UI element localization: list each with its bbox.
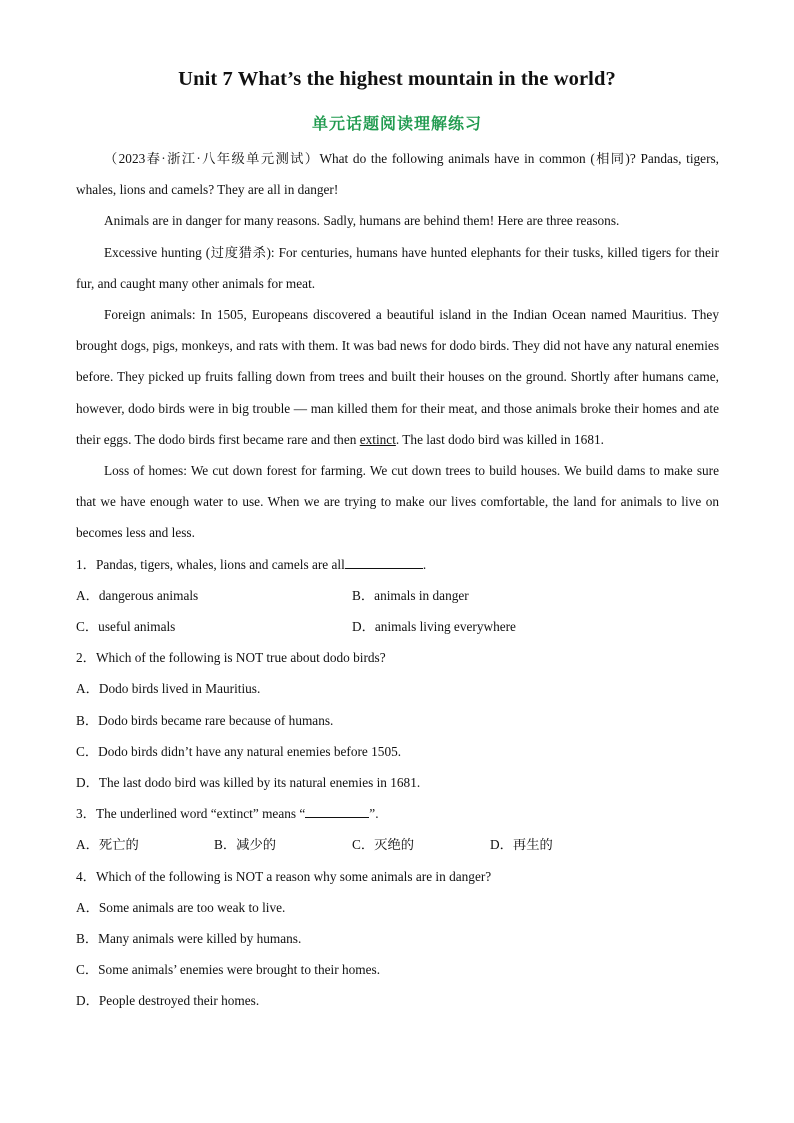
question-4-stem: 4．Which of the following is NOT a reason why some animals are in danger?: [76, 868, 492, 884]
option-d: D．再生的: [490, 837, 553, 853]
option-c: C．灭绝的: [352, 837, 415, 853]
paragraph-4-text-before: Foreign animals: In 1505, Europeans discovered a beautiful island in the Indian Ocean named Mauritius. They brought dogs, pigs, monkeys, and rats with them. It was bad news for dodo birds. They did not have any natural enemies before. They picked up fruits falling down from trees and built their houses on the ground. Shortly after humans came, however, dodo birds were in big trouble — man killed them for their meat, and those animals broke their homes and ate their eggs. The dodo birds first became rare and then: [76, 307, 719, 447]
option-a: A．Dodo birds lived in Mauritius.: [76, 681, 261, 697]
question-3-options: [76, 829, 719, 860]
question-1-options-row-1: [76, 580, 719, 611]
passage-paragraph-3: Excessive hunting (过度猎杀): For centuries, humans have hunted elephants for their tusks, killed tigers for their fur, and caught many other animals for meat.: [76, 244, 719, 291]
option-c: C．Some animals’ enemies were brought to their homes.: [76, 962, 381, 978]
question-3-stem: [76, 798, 719, 829]
option-c: C．Dodo birds didn’t have any natural enemies before 1505.: [76, 743, 402, 759]
question-3-text: 3．The underlined word “extinct” means “: [76, 806, 306, 822]
answer-blank: [345, 554, 423, 569]
question-1-text: 1．Pandas, tigers, whales, lions and camels are all: [76, 556, 345, 572]
page-subtitle: 单元话题阅读理解练习: [311, 114, 482, 133]
question-2: [76, 642, 719, 798]
question-4: [76, 861, 719, 1017]
option-b: B．animals in danger: [352, 587, 469, 603]
passage-paragraph-5: Loss of homes: We cut down forest for farming. We cut down trees to build houses. We build dams to make sure that we have enough water to use. When we are trying to make our lives comfortable, the land for animals to live on becomes less and less.: [76, 463, 719, 541]
answer-blank: [305, 803, 369, 818]
question-1-options-row-2: [76, 611, 719, 642]
option-d: D．animals living everywhere: [352, 619, 516, 635]
option-b: B．Dodo birds became rare because of humans.: [76, 712, 334, 728]
option-d: D．The last dodo bird was killed by its natural enemies in 1681.: [76, 775, 421, 791]
question-1: [76, 549, 719, 643]
passage-paragraph-4: [76, 299, 719, 455]
option-a: A．dangerous animals: [76, 587, 199, 603]
option-d: D．People destroyed their homes.: [76, 993, 260, 1009]
passage-paragraph-1: （2023春·浙江·八年级单元测试）What do the following animals have in common (相同)? Pandas, tigers, whales, lions and camels? They are all in danger!: [76, 151, 719, 198]
option-a: A．Some animals are too weak to live.: [76, 899, 286, 915]
option-b: B．减少的: [214, 837, 277, 853]
question-2-stem: 2．Which of the following is NOT true about dodo birds?: [76, 650, 386, 666]
question-1-end: .: [422, 556, 427, 572]
question-1-stem: [76, 549, 719, 580]
option-c: C．useful animals: [76, 619, 176, 635]
paragraph-4-text-after: . The last dodo bird was killed in 1681.: [395, 431, 604, 447]
underlined-word-extinct: extinct: [359, 431, 396, 447]
page-title: Unit 7 What’s the highest mountain in the world?: [178, 68, 616, 90]
question-3-end: ”.: [369, 806, 379, 822]
passage-paragraph-2: Animals are in danger for many reasons. Sadly, humans are behind them! Here are three reasons.: [104, 213, 620, 229]
question-3: [76, 798, 719, 860]
option-b: B．Many animals were killed by humans.: [76, 931, 302, 947]
option-a: A．死亡的: [76, 837, 139, 853]
document-body: [76, 143, 719, 1017]
